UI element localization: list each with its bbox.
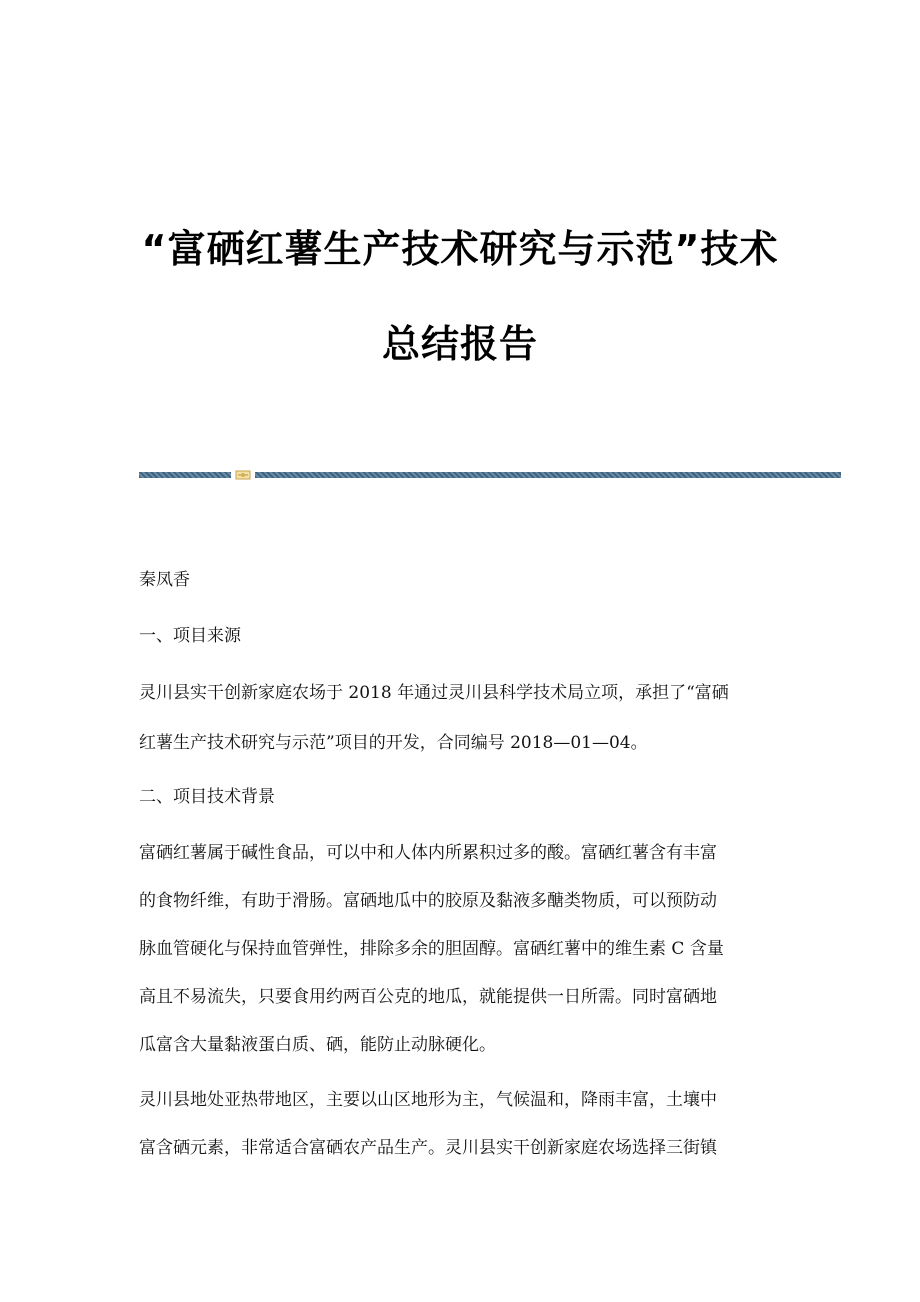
paragraph-line: 瓜富含大量黏液蛋白质、硒，能防止动脉硬化。 bbox=[139, 1035, 496, 1055]
paragraph-line: 富含硒元素，非常适合富硒农产品生产。灵川县实干创新家庭农场选择三街镇 bbox=[139, 1138, 717, 1158]
paragraph-line: 脉血管硬化与保持血管弹性，排除多余的胆固醇。富硒红薯中的维生素 C 含量 bbox=[139, 939, 724, 959]
paragraph-line: 的食物纤维，有助于滑肠。富硒地瓜中的胶原及黏液多醣类物质，可以预防动 bbox=[139, 891, 717, 911]
section-heading-1: 一、项目来源 bbox=[139, 626, 241, 646]
document-title-line-1: “富硒红薯生产技术研究与示范”技术 bbox=[141, 227, 779, 271]
paragraph-line: 灵川县地处亚热带地区，主要以山区地形为主，气候温和，降雨丰富，土壤中 bbox=[139, 1090, 717, 1110]
document-title-line-2: 总结报告 bbox=[381, 322, 538, 366]
section-heading-2: 二、项目技术背景 bbox=[139, 787, 275, 807]
paragraph-line: 富硒红薯属于碱性食品，可以中和人体内所累积过多的酸。富硒红薯含有丰富 bbox=[139, 843, 717, 863]
paragraph-line: 灵川县实干创新家庭农场于 2018 年通过灵川县科学技术局立项，承担了“富硒 bbox=[139, 683, 729, 703]
title-divider bbox=[139, 469, 841, 481]
divider-bar-right bbox=[255, 472, 841, 478]
divider-bar-left bbox=[139, 472, 231, 478]
paragraph-line: 红薯生产技术研究与示范”项目的开发，合同编号 2018—01—04。 bbox=[139, 733, 648, 753]
divider-ornament-icon bbox=[235, 469, 251, 481]
paragraph-line: 高且不易流失，只要食用约两百公克的地瓜，就能提供一日所需。同时富硒地 bbox=[139, 987, 717, 1007]
author-name: 秦凤香 bbox=[139, 570, 190, 590]
